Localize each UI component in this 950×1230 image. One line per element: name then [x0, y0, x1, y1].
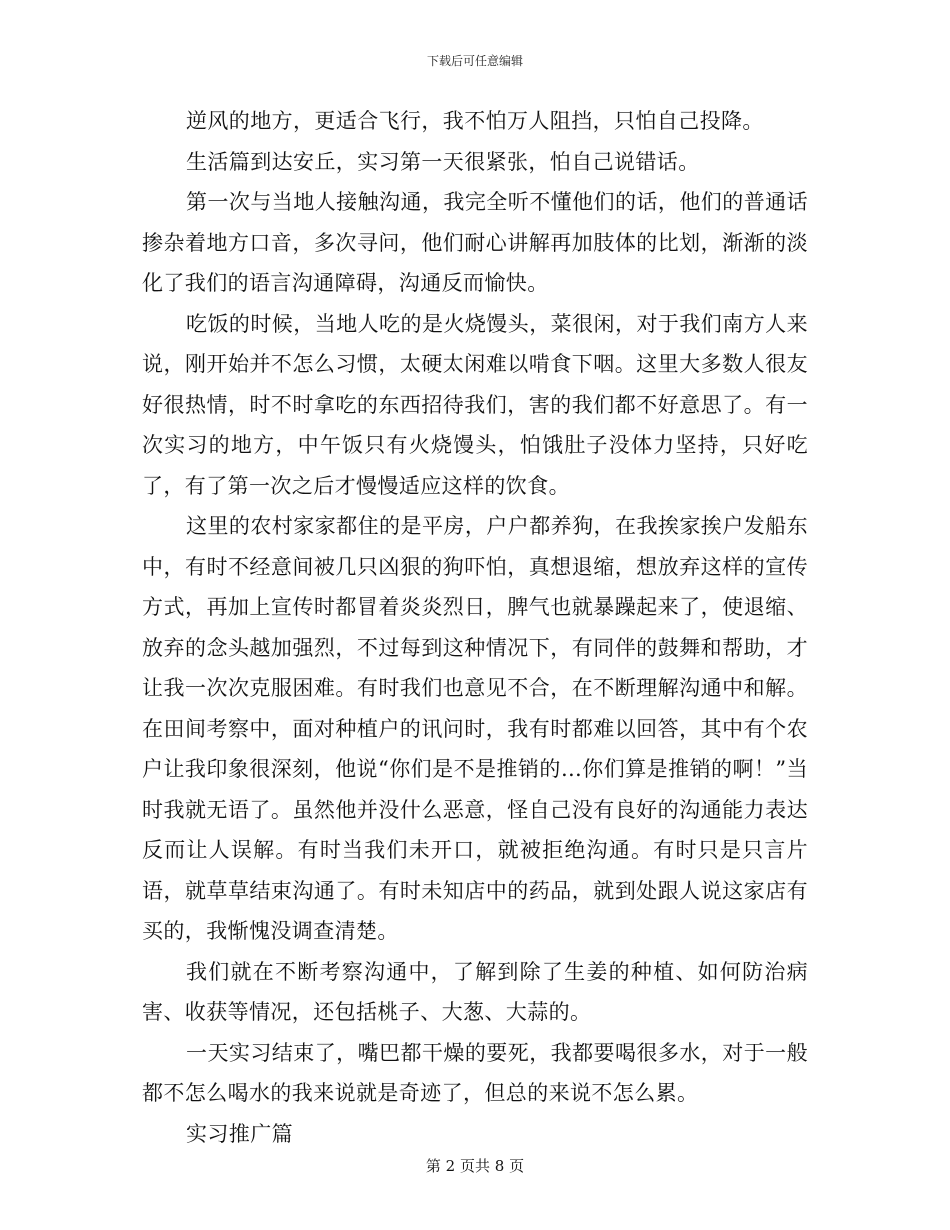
page-header: 下载后可任意编辑	[426, 54, 523, 68]
paragraph: 生活篇到达安丘，实习第一天很紧张，怕自己说错话。	[186, 149, 700, 174]
paragraph: 吃饭的时候，当地人吃的是火烧馒头，菜很闲，对于我们南方人来说，刚开始并不怎么习惯，太硬太闲难以啃食下咽。这里大多数人很友好很热情，时不时拿吃的东西招待我们，害的我们都不好意思了。有一次实习的地方，中午饭只有火烧馒头，怕饿肚子没体力坚持，只好吃了，有了第一次之后才慢慢适应这样的饮食。	[142, 311, 808, 498]
paragraph: 这里的农村家家都住的是平房，户户都养狗，在我挨家挨户发船东中，有时不经意间被几只凶狠的狗吓怕，真想退缩，想放弃这样的宣传方式，再加上宣传时都冒着炎炎烈日，脾气也就暴躁起来了，使退缩、放弃的念头越加强烈，不过每到这种情况下，有同伴的鼓舞和帮助，才让我一次次克服困难。有时我们也意见不合，在不断理解沟通中和解。在田间考察中，面对种植户的讯问时，我有时都难以回答，其中有个农户让我印象很深刻，他说“你们是不是推销的…你们算是推销的啊！”当时我就无语了。虽然他并没什么恶意，怪自己没有良好的沟通能力表达反而让人误解。有时当我们未开口，就被拒绝沟通。有时只是只言片语，就草草结束沟通了。有时未知店中的药品，就到处跟人说这家店有买的，我惭愧没调查清楚。	[142, 514, 808, 943]
paragraph: 逆风的地方，更适合飞行，我不怕万人阻挡，只怕自己投降。	[186, 109, 764, 133]
page-number: 第 2 页共 8 页	[425, 1157, 525, 1175]
paragraph: 第一次与当地人接触沟通，我完全听不懂他们的话，他们的普通话掺杂着地方口音，多次寻问，他们耐心讲解再加肢体的比划，渐渐的淡化了我们的语言沟通障碍，沟通反而愉快。	[142, 190, 808, 295]
section-heading: 实习推广篇	[186, 1121, 293, 1146]
paragraph: 一天实习结束了，嘴巴都干燥的要死，我都要喝很多水，对于一般都不怎么喝水的我来说就是奇迹了，但总的来说不怎么累。	[142, 1040, 808, 1105]
paragraph: 我们就在不断考察沟通中，了解到除了生姜的种植、如何防治病害、收获等情况，还包括桃子、大葱、大蒜的。	[142, 959, 808, 1024]
document-body	[142, 101, 808, 1154]
